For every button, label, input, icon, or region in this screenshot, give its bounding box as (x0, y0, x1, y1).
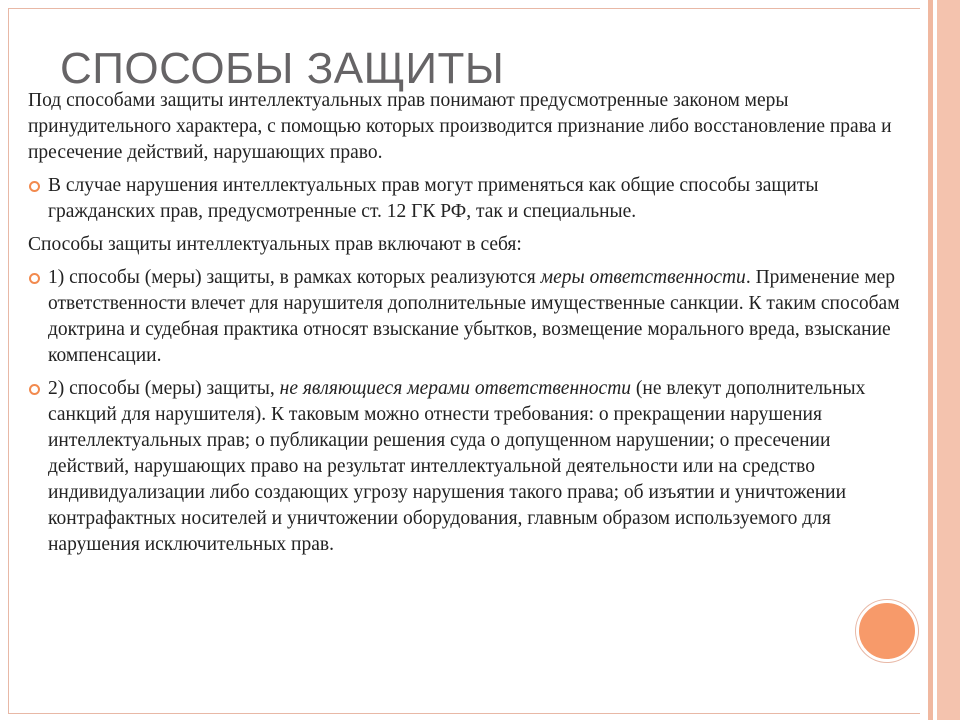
bullet-italic: меры ответственности (540, 267, 746, 288)
bullet-text: В случае нарушения интеллектуальных прав могут применяться как общие способы защиты гражданских прав, предусмотренные ст. 12 ГК РФ, так и специальные. (48, 175, 819, 222)
bullet-rest: (не влекут дополнительных санкций для нарушителя). К таковым можно отнести требования: о прекращении нарушения интеллектуальных прав; о публикации решения суда о допущенном нарушении; о пресечении действий, нарушающих право на результат интеллектуальной деятельности или на средство индивидуализации либо создающих угрозу нарушения такого права; об изъятии и уничтожении контрафактных носителей и уничтожении оборудования, главным образом используемого для нарушения исключительных прав. (48, 378, 866, 555)
bullet-lead: 1) способы (меры) защиты, в рамках которых реализуются (48, 267, 541, 288)
bullet-rest: . Применение мер ответственности влечет для нарушителя дополнительные имущественные санкции. К таким способам доктрина и судебная практика относят взыскание убытков, возмещение морального вреда, взыскание компенсации. (48, 267, 900, 366)
bullet-circle-icon (29, 273, 40, 284)
bullet-italic: не являющиеся мерами ответственности (279, 378, 632, 399)
paragraph-definition: Под способами защиты интеллектуальных прав понимают предусмотренные законом меры принудительного характера, с помощью которых производится признание либо восстановление права и пресечение действий, нарушающих право. (28, 90, 892, 163)
bullet-lead: 2) способы (меры) защиты, (48, 378, 280, 399)
bullet-circle-icon (29, 384, 40, 395)
bullet-circle-icon (29, 181, 40, 192)
slide-title: СПОСОБЫ ЗАЩИТЫ (60, 44, 505, 93)
decorative-stripes (920, 0, 960, 720)
decorative-circle (856, 600, 918, 662)
slide-content (28, 88, 908, 565)
bullet-general-methods (28, 173, 908, 225)
bullet-non-liability-measures (28, 376, 908, 558)
paragraph-includes: Способы защиты интеллектуальных прав включают в себя: (28, 234, 522, 255)
bullet-liability-measures (28, 265, 908, 369)
